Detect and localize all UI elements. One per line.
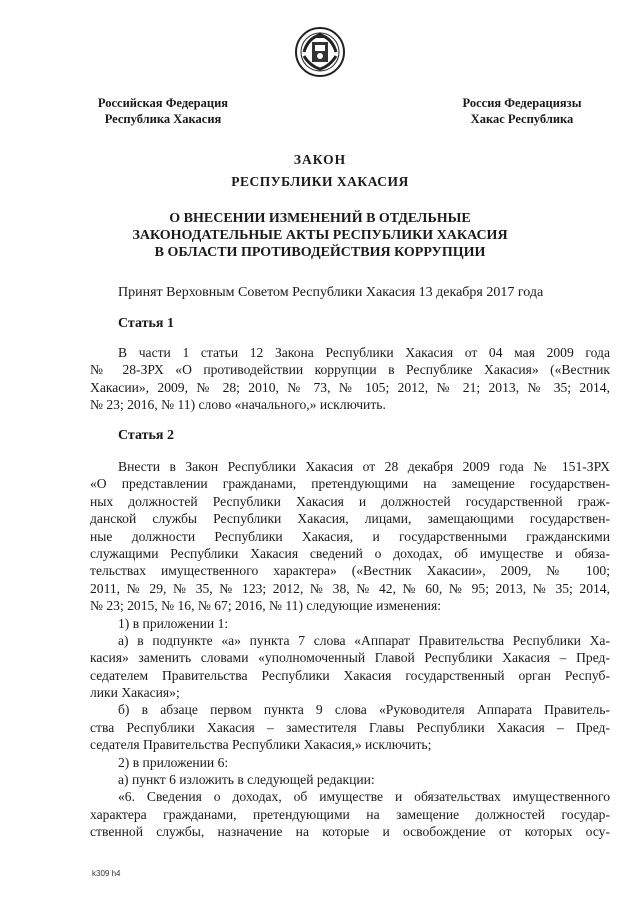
header-right-line2: Хакас Республика: [470, 112, 574, 126]
text-line: лики Хакасия»;: [90, 685, 180, 701]
text-line: а) пункт 6 изложить в следующей редакции:: [118, 772, 375, 788]
header-left-line2: Республика Хакасия: [104, 112, 222, 126]
text-line: 2) в приложении 6:: [118, 754, 229, 770]
text-line: 2011, № 29, № 35, № 123; 2012, № 38, № 42, № 60, № 95; 2013, № 35; 2014,: [90, 580, 610, 596]
article-2-text: [90, 458, 610, 841]
text-line: характера гражданами, претендующими на замещение должностей государ-: [90, 806, 610, 822]
coat-of-arms-icon: [294, 26, 346, 78]
adoption-note: Принят Верховным Советом Республики Хакасия 13 декабря 2017 года: [118, 285, 544, 300]
text-line: № 28-ЗРХ «О противодействии коррупции в Республике Хакасия» («Вестник: [90, 362, 610, 378]
text-line: б) в абзаце первом пункта 9 слова «Руководителя Аппарата Правитель-: [118, 702, 610, 718]
text-line: № 23; 2015, № 16, № 67; 2016, № 11) следующие изменения:: [90, 598, 442, 614]
header-left: [88, 95, 238, 127]
text-line: ных должностей Республики Хакасия и должностей государственной граж-: [90, 493, 610, 509]
text-line: 1) в приложении 1:: [118, 615, 229, 631]
header-right: [452, 95, 592, 127]
text-line: «О представлении гражданами, претендующими на замещение государствен-: [90, 476, 610, 492]
document-code: k309 h4: [92, 869, 121, 878]
text-line: Внести в Закон Республики Хакасия от 28 декабря 2009 года № 151-ЗРХ: [118, 459, 610, 474]
subject-title-line: ЗАКОНОДАТЕЛЬНЫЕ АКТЫ РЕСПУБЛИКИ ХАКАСИЯ: [132, 228, 508, 243]
text-line: данской службы Республики Хакасия, лицами, замещающими государствен-: [90, 511, 610, 527]
text-line: служащими Республики Хакасия сведений о доходах, об имуществе и обяза-: [90, 545, 610, 561]
republic-title: РЕСПУБЛИКИ ХАКАСИЯ: [231, 174, 409, 189]
text-line: седателем Правительства Республики Хакасия государственный орган Респуб-: [90, 667, 610, 683]
text-line: «6. Сведения о доходах, об имуществе и обязательствах имущественного: [118, 789, 610, 805]
text-line: № 23; 2016, № 11) слово «начального,» исключить.: [90, 397, 386, 413]
text-line: а) в подпункте «а» пункта 7 слова «Аппарат Правительства Республики Ха-: [118, 632, 610, 648]
text-line: седателя Правительства Республики Хакасия,» исключить;: [90, 737, 432, 753]
text-line: В части 1 статьи 12 Закона Республики Хакасия от 04 мая 2009 года: [118, 345, 610, 360]
subject-title: [0, 210, 640, 261]
text-line: тельствах имущественного характера» («Вестник Хакасии», 2009, № 100;: [90, 563, 610, 579]
subject-title-line: В ОБЛАСТИ ПРОТИВОДЕЙСТВИЯ КОРРУПЦИИ: [154, 245, 486, 260]
article-1-heading: Статья 1: [118, 316, 174, 331]
text-line: ственной службы, назначение на которые и освобождение от которых осу-: [90, 824, 610, 840]
subject-title-line: О ВНЕСЕНИИ ИЗМЕНЕНИЙ В ОТДЕЛЬНЫЕ: [169, 211, 471, 226]
text-line: ства Республики Хакасия – заместителя Главы Республики Хакасия – Пред-: [90, 719, 610, 735]
article-1-text: [90, 344, 610, 414]
article-2-heading: Статья 2: [118, 428, 174, 443]
header-right-line1: Россия Федерациязы: [462, 96, 582, 110]
text-line: ные должности Республики Хакасия, и государственными гражданскими: [90, 528, 610, 544]
law-title: ЗАКОН: [293, 152, 347, 167]
text-line: касия» заменить словами «уполномоченный Главой Республики Хакасия – Пред-: [90, 650, 610, 666]
text-line: Хакасии», 2009, № 28; 2010, № 73, № 105; 2012, № 21; 2013, № 35; 2014,: [90, 379, 610, 395]
header-left-line1: Российская Федерация: [97, 96, 229, 110]
